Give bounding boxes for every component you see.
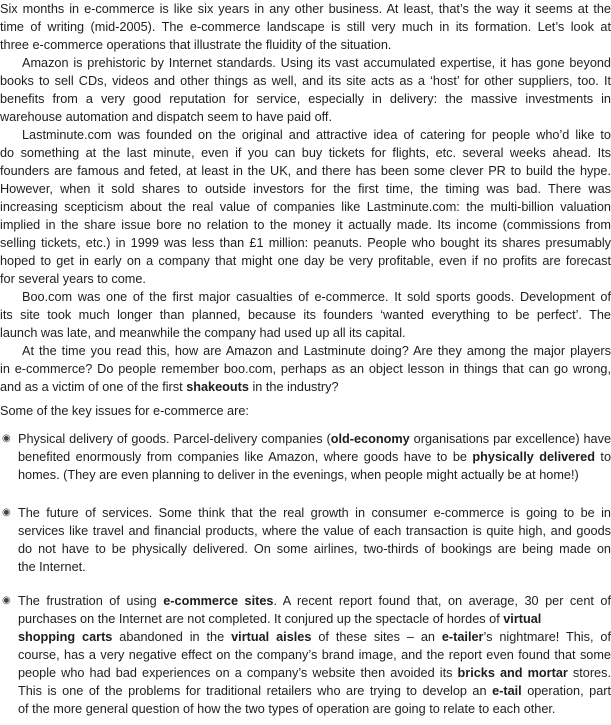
keyword: physically delivered <box>472 450 595 464</box>
bullet-line: course, has a very negative effect on the company’s brand image, and the report even found that some <box>18 648 611 662</box>
keyword: virtual <box>503 612 542 626</box>
keyword: e-tailer <box>441 630 484 644</box>
text-line: implied in the share issue bore no relation to the money it actually made. Its income (commissions from <box>0 218 611 232</box>
text-line: increasing scepticism about the real value of companies like Lastminute.com: the multi-billion valuation <box>0 200 611 214</box>
section-intro: Some of the key issues for e-commerce are: <box>0 404 249 418</box>
keyword: old-economy <box>330 432 410 446</box>
text-line: warehouse automation and dispatch seem to have paid off. <box>0 110 332 124</box>
bullet-line: benefited enormously from companies like Amazon, where goods have to be physically delivered to <box>18 450 611 464</box>
bullet-icon: ◉ <box>2 507 11 518</box>
bullet-line: Physical delivery of goods. Parcel-delivery companies (old-economy organisations par excellence) have <box>18 432 611 446</box>
keyword: e-commerce sites <box>163 594 274 608</box>
text-line: Six months in e-commerce is like six years in any other business. At least, that’s the way it seems at the <box>0 2 611 16</box>
text-line: At the time you read this, how are Amazon and Lastminute doing? Are they among the major players <box>22 344 611 358</box>
keyword: shakeouts <box>186 380 249 394</box>
bullet-line: do not have to be physically delivered. On some airlines, two-thirds of bookings are being made on <box>18 542 611 556</box>
bullet-line: shopping carts abandoned in the virtual aisles of these sites – an e-tailer’s nightmare! This, of <box>18 630 611 644</box>
text-line: launch was late, and meanwhile the company had used up all its capital. <box>0 326 406 340</box>
text-line: in e-commerce? Do people remember boo.com, perhaps as an object lesson in things that can go wrong, <box>0 362 611 376</box>
bullet-line: the Internet. <box>18 560 86 574</box>
text-line: and as a victim of one of the first shakeouts in the industry? <box>0 380 339 394</box>
text-line: Lastminute.com was founded on the original and attractive idea of catering for people who’d like to <box>22 128 611 142</box>
keyword: virtual aisles <box>231 630 312 644</box>
text-line: Amazon is prehistoric by Internet standards. Using its vast accumulated expertise, it has gone beyond <box>22 56 611 70</box>
bullet-icon: ◉ <box>2 595 11 606</box>
text-line: three e-commerce operations that illustrate the fluidity of the situation. <box>0 38 392 52</box>
bullet-line: This is one of the problems for traditional retailers who are trying to develop an e-tail operation, part <box>18 684 611 698</box>
text-line: selling tickets, etc.) in 1999 was less than £1 million: peanuts. People who bought its shares presumably <box>0 236 611 250</box>
text-line: benefits from a very good reputation for service, especially in delivery: the massive investments in <box>0 92 611 106</box>
keyword: e-tail <box>492 684 522 698</box>
bullet-line: homes. (They are even planning to deliver in the evenings, when people might actually be at home!) <box>18 468 579 482</box>
text-line: time of writing (mid-2005). The e-commerce landscape is still very much in its formation. Let’s look at <box>0 20 611 34</box>
bullet-icon: ◉ <box>2 433 11 444</box>
text-line: for several years to come. <box>0 272 146 286</box>
text-line: do something at the last minute, even if you can buy tickets for flights, etc. several weeks ahead. Its <box>0 146 611 160</box>
bullet-line: The frustration of using e-commerce sites. A recent report found that, on average, 30 per cent of <box>18 594 611 608</box>
bullet-line: of the more general question of how the two types of operation are going to relate to each other. <box>18 702 556 716</box>
keyword: bricks and mortar <box>457 666 568 680</box>
bullet-line: services like travel and financial products, where the value of each transaction is quite high, and goods <box>18 524 611 538</box>
text-line: However, when it sold shares to outside investors for the first time, the timing was bad. There was <box>0 182 611 196</box>
bullet-line: people who had bad experiences on a company’s website then avoided its bricks and mortar stores. <box>18 666 611 680</box>
keyword: shopping carts <box>18 630 113 644</box>
bullet-line: The future of services. Some think that the real growth in consumer e-commerce is going to be in <box>18 506 611 520</box>
text-line: founders are famous and feted, at least in the UK, and there has been some clever PR to build the hype. <box>0 164 611 178</box>
text-line: hoped to get in early on a company that might one day be very profitable, even if no profits are forecast <box>0 254 611 268</box>
text-line: Boo.com was one of the first major casualties of e-commerce. It sold sports goods. Development of <box>22 290 611 304</box>
text-line: books to sell CDs, videos and other things as well, and its site acts as a ‘host’ for other suppliers, too. It <box>0 74 611 88</box>
bullet-line: purchases on the Internet are not completed. It conjured up the spectacle of hordes of virtual <box>18 612 542 626</box>
text-line: its site took much longer than planned, because its founders ‘wanted everything to be perfect’. The <box>0 308 611 322</box>
